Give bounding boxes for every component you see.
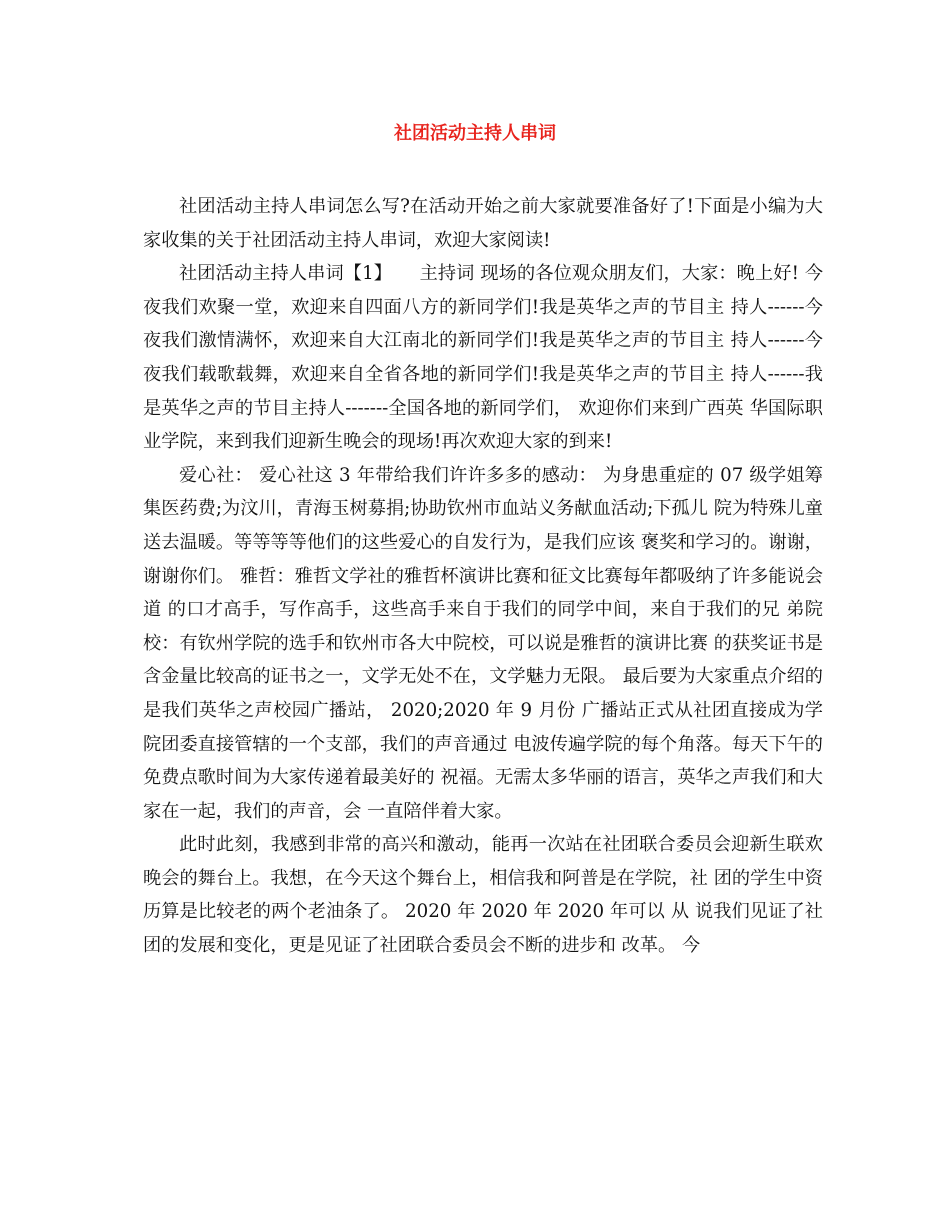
paragraph-host-script-1: 社团活动主持人串词【1】 主持词 现场的各位观众朋友们，大家：晚上好! 今夜我们欢聚一堂，欢迎来自四面八方的新同学们!我是英华之声的节目主 持人------今夜我们激情满怀，欢迎来自大江南北的新同学们!我是英华之声的节目主 持人------今夜我们载歌载舞，欢迎来自全省各地的新同学们!我是英华之声的节目主 持人------我是英华之声的节目主持人-------全国各地的新同学们， 欢迎你们来到广西英 华国际职业学院，来到我们迎新生晚会的现场!再次欢迎大家的到来!	[143, 263, 823, 453]
paragraph-closing: 此时此刻，我感到非常的高兴和激动，能再一次站在社团联合委员会迎新生联欢晚会的舞台上。我想，在今天这个舞台上，相信我和阿普是在学院，社 团的学生中资历算是比较老的两个老油条了。 2020 年 2020 年 2020 年可以 从 说我们见证了社团的发展和变化，更是见证了社团联合委员会不断的进步和 改革。 今	[143, 834, 823, 957]
document-title: 社团活动主持人串词	[394, 123, 556, 144]
paragraph-clubs: 爱心社： 爱心社这 3 年带给我们许许多多的感动： 为身患重症的 07 级学姐筹 集医药费;为汶川，青海玉树募捐;协助钦州市血站义务献血活动;下孤儿 院为特殊儿童送去温暖。等等等等他们的这些爱心的自发行为，是我们应该 褒奖和学习的。谢谢，谢谢你们。 雅哲：雅哲文学社的雅哲杯演讲比赛和征文比赛每年都吸纳了许多能说会道 的口才高手，写作高手，这些高手来自于我们的同学中间，来自于我们的兄 弟院校：有钦州学院的选手和钦州市各大中院校，可以说是雅哲的演讲比赛 的获奖证书是含金量比较高的证书之一，文学无处不在，文学魅力无限。 最后要为大家重点介绍的是我们英华之声校园广播站， 2020;2020 年 9 月份 广播站正式从社团直接成为学院团委直接管辖的一个支部，我们的声音通过 电波传遍学院的每个角落。每天下午的免费点歌时间为大家传递着最美好的 祝福。无需太多华丽的语言，英华之声我们和大家在一起，我们的声音，会 一直陪伴着大家。	[143, 464, 829, 822]
document-body	[143, 190, 829, 963]
paragraph-intro: 社团活动主持人串词怎么写?在活动开始之前大家就要准备好了!下面是小编为大家收集的关于社团活动主持人串词，欢迎大家阅读!	[143, 196, 823, 251]
